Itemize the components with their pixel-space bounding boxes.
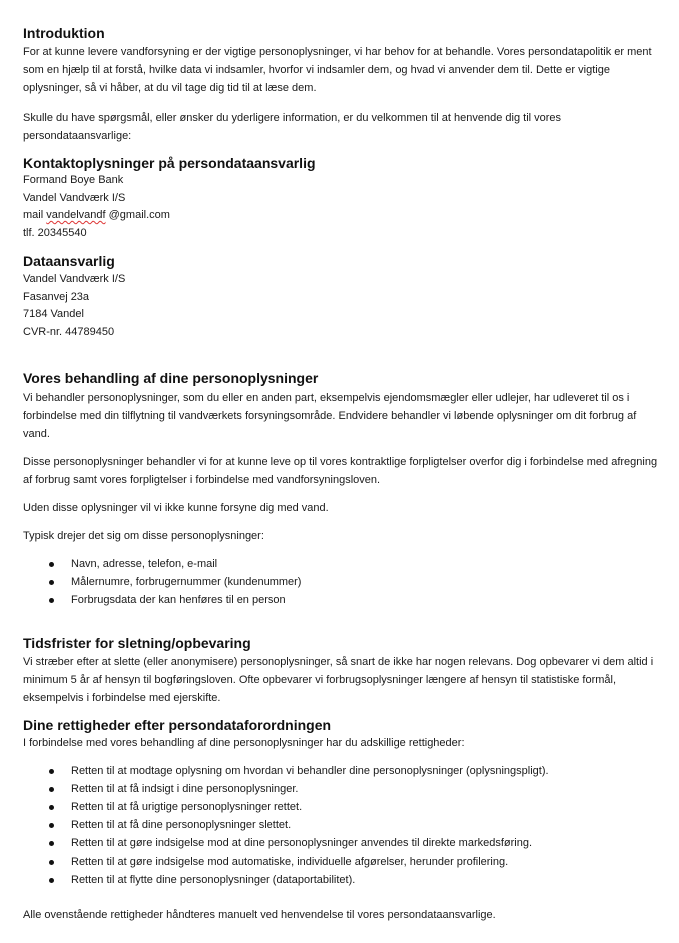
mail-label: mail — [23, 209, 44, 221]
controller-cvr: CVR-nr. 44789450 — [23, 325, 115, 338]
heading-contact: Kontaktoplysninger på persondataansvarlig — [23, 155, 316, 171]
document-page — [23, 24, 663, 924]
controller-city: 7184 Vandel — [23, 308, 84, 320]
list-item: Navn, adresse, telefon, e-mail — [23, 555, 663, 573]
mail-user: vandelvandf — [46, 209, 106, 221]
heading-processing: Vores behandling af dine personoplysninger — [23, 370, 319, 386]
rights-footer: Alle ovenstående rettigheder håndteres manuelt ved henvendelse til vores persondataansvarlige. — [23, 909, 496, 922]
mail-domain: @gmail.com — [108, 209, 170, 221]
processing-paragraph-3: Uden disse oplysninger vil vi ikke kunne forsyne dig med vand. — [23, 502, 329, 514]
heading-rights: Dine rettigheder efter persondataforordningen — [23, 716, 332, 733]
list-item: Retten til at flytte dine personoplysninger (dataportabilitet). — [23, 871, 663, 889]
list-item: Forbrugsdata der kan henføres til en person — [23, 591, 663, 609]
list-item: Retten til at modtage oplysning om hvordan vi behandler dine personoplysninger (oplysningspligt). — [23, 762, 663, 780]
processing-paragraph-4: Typisk drejer det sig om disse personoplysninger: — [23, 530, 264, 542]
list-item: Retten til at få urigtige personoplysninger rettet. — [23, 798, 663, 816]
intro-paragraph-2: Skulle du have spørgsmål, eller ønsker du yderligere information, er du velkommen til at henvende dig til vores persondataansvarlige: — [23, 112, 562, 142]
processing-paragraph-2: Disse personoplysninger behandler vi for at kunne leve op til vores kontraktlige forpligtelser overfor dig i forbindelse med afregning af forbrug samt vores forpligtelser i forbindelse med vandforsyningsloven. — [23, 456, 658, 486]
controller-block — [23, 271, 663, 341]
contact-phone: tlf. 20345540 — [23, 226, 87, 239]
controller-street: Fasanvej 23a — [23, 290, 90, 303]
list-item: Målernumre, forbrugernummer (kundenummer) — [23, 573, 663, 591]
list-item: Retten til at gøre indsigelse mod at dine personoplysninger anvendes til direkte markedsføring. — [23, 834, 663, 852]
list-item: Retten til at få indsigt i dine personoplysninger. — [23, 780, 663, 798]
list-item: Retten til at få dine personoplysninger slettet. — [23, 816, 663, 834]
retention-paragraph-1: Vi stræber efter at slette (eller anonymisere) personoplysninger, så snart de ikke har nogen relevans. Dog opbevarer vi dem altid i minimum 5 år af hensyn til bogføringsloven. Ofte opbevarer vi forbrugsoplysninger længere af hensyn til statistiske formål, eksempelvis i forbindelse med ejerskifte. — [23, 655, 654, 704]
list-item: Retten til at gøre indsigelse mod automatiske, individuelle afgørelser, herunder profilering. — [23, 853, 663, 871]
heading-retention: Tidsfrister for sletning/opbevaring — [23, 634, 251, 651]
heading-introduktion: Introduktion — [23, 25, 105, 41]
processing-paragraph-1: Vi behandler personoplysninger, som du eller en anden part, eksempelvis ejendomsmægler eller udlejer, har udleveret til os i forbindelse med din tilflytning til vandværkets forsyningsområde. Endvidere behandler vi løbende oplysninger om dit forbrug af vand. — [23, 392, 637, 440]
contact-org: Vandel Vandværk I/S — [23, 191, 126, 204]
rights-paragraph-1: I forbindelse med vores behandling af dine personoplysninger har du adskillige rettigheder: — [23, 736, 465, 749]
heading-controller: Dataansvarlig — [23, 253, 115, 269]
contact-block — [23, 172, 663, 242]
controller-org: Vandel Vandværk I/S — [23, 273, 126, 285]
contact-name: Formand Boye Bank — [23, 174, 124, 186]
processing-list — [23, 555, 663, 610]
contact-mail — [23, 207, 663, 225]
rights-list — [23, 762, 663, 889]
intro-paragraph-1: For at kunne levere vandforsyning er der vigtige personoplysninger, vi har behov for at behandle. Vores persondatapolitik er ment som en hjælp til at forstå, hvilke data vi indsamler, hvorfor vi indsamler dem, og hvad vi anvender dem til. Dette er vigtige oplysninger, så vi håber, at du vil tage dig tid til at læse dem. — [23, 46, 652, 94]
